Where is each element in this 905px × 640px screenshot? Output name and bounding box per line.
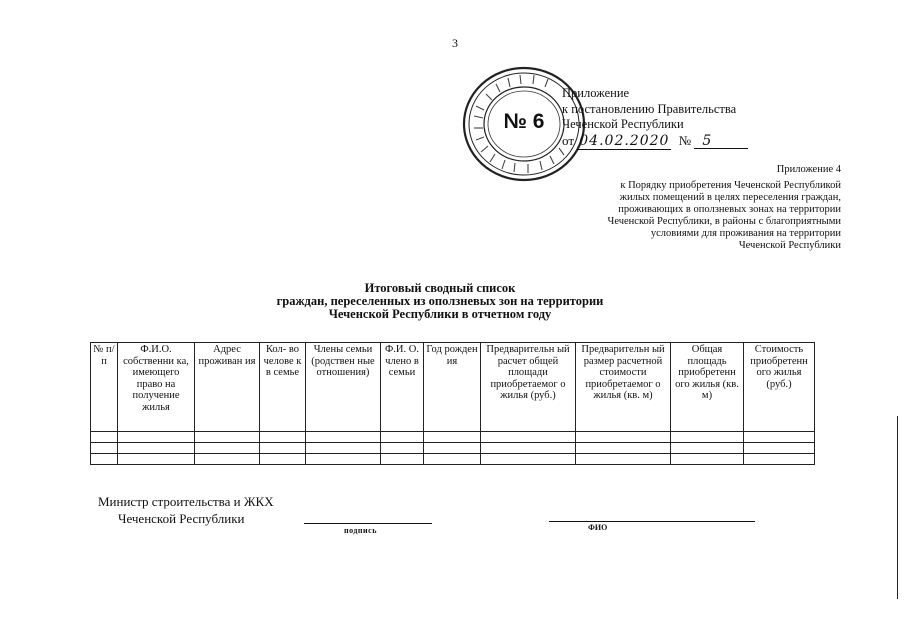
- title-line-1: Итоговый сводный список: [364, 281, 516, 295]
- date-prefix: от: [562, 133, 575, 148]
- document-title: [260, 282, 620, 321]
- table-cell: [744, 443, 815, 454]
- appendix-4-title: Приложение 4: [776, 164, 841, 175]
- table-cell: [576, 454, 671, 465]
- col-header-prelim-cost: Предварительн ый размер расчетной стоимости приобретаемог о жилья (кв. м): [576, 343, 671, 432]
- signature-line: [304, 523, 432, 524]
- appendix-date-line: [562, 134, 748, 149]
- appendix-4-line: условиями для проживания на территории: [650, 228, 841, 239]
- table-cell: [744, 454, 815, 465]
- page-number: 3: [452, 36, 458, 50]
- table-cell: [424, 432, 481, 443]
- table-row: [91, 443, 815, 454]
- col-header-acquired-area: Общая площадь приобретенн ого жилья (кв. м): [671, 343, 744, 432]
- table-cell: [91, 443, 118, 454]
- table-cell: [381, 443, 424, 454]
- col-header-birth-year: Год рожден ия: [424, 343, 481, 432]
- table-cell: [576, 432, 671, 443]
- col-header-prelim-area: Предварительн ый расчет общей площади приобретаемог о жилья (руб.): [481, 343, 576, 432]
- table-cell: [306, 432, 381, 443]
- appendix-republic-line: Чеченской Республики: [562, 117, 684, 131]
- table-row: [91, 454, 815, 465]
- table-cell: [576, 443, 671, 454]
- resettled-citizens-table: [90, 342, 815, 465]
- table-row: [91, 432, 815, 443]
- stamp-number: № 6: [503, 110, 545, 133]
- table-cell: [306, 443, 381, 454]
- table-cell: [424, 454, 481, 465]
- fio-label: ФИО: [588, 523, 608, 532]
- appendix-4-line: проживающих в оползневых зонах на территории: [618, 204, 841, 215]
- appendix-4-line: жилых помещений в целях переселения граждан,: [619, 192, 841, 203]
- table-cell: [118, 432, 195, 443]
- table-cell: [671, 432, 744, 443]
- table-cell: [381, 454, 424, 465]
- table-cell: [260, 443, 306, 454]
- col-header-acquired-cost: Стоимость приобретенн ого жилья (руб.): [744, 343, 815, 432]
- col-header-address: Адрес проживан ия: [195, 343, 260, 432]
- table-cell: [481, 454, 576, 465]
- appendix-4-block: [608, 164, 842, 252]
- appendix-4-line: Чеченской Республики, в районы с благоприятными: [607, 216, 841, 227]
- table-cell: [306, 454, 381, 465]
- table-cell: [118, 443, 195, 454]
- title-line-2: граждан, переселенных из оползневых зон на территории: [276, 294, 604, 308]
- scan-artifact-line: [897, 416, 898, 599]
- table-cell: [91, 432, 118, 443]
- appendix-4-line: к Порядку приобретения Чеченской Республикой: [620, 180, 841, 191]
- col-header-number: № п/п: [91, 343, 118, 432]
- table-cell: [671, 443, 744, 454]
- table-cell: [481, 443, 576, 454]
- table-cell: [481, 432, 576, 443]
- table-cell: [91, 454, 118, 465]
- table-cell: [260, 432, 306, 443]
- col-header-member-names: Ф.И. О. члено в семьи: [381, 343, 424, 432]
- signature-label: подпись: [344, 526, 377, 535]
- handwritten-date: 04.02.2020: [579, 133, 670, 149]
- minister-title: Министр строительства и ЖКХ: [98, 494, 274, 509]
- appendix-resolution-line: к постановлению Правительства: [562, 102, 737, 116]
- table-cell: [118, 454, 195, 465]
- table-cell: [195, 443, 260, 454]
- table-cell: [195, 432, 260, 443]
- appendix-4-line: Чеченской Республики: [738, 240, 841, 251]
- title-line-3: Чеченской Республики в отчетном году: [328, 307, 552, 321]
- col-header-family-members: Члены семьи (родствен ные отношения): [306, 343, 381, 432]
- table-cell: [744, 432, 815, 443]
- handwritten-number: 5: [694, 134, 748, 149]
- minister-republic: Чеченской Республики: [118, 511, 245, 526]
- fio-line: [549, 521, 755, 522]
- table-cell: [424, 443, 481, 454]
- table-cell: [381, 432, 424, 443]
- table-cell: [260, 454, 306, 465]
- appendix-title: Приложение: [562, 86, 630, 100]
- number-label: №: [678, 133, 692, 148]
- col-header-owner-name: Ф.И.О. собственни ка, имеющего право на получение жилья: [118, 343, 195, 432]
- table-header-row: [91, 343, 815, 432]
- table-cell: [195, 454, 260, 465]
- table-cell: [671, 454, 744, 465]
- col-header-family-count: Кол- во челове к в семье: [260, 343, 306, 432]
